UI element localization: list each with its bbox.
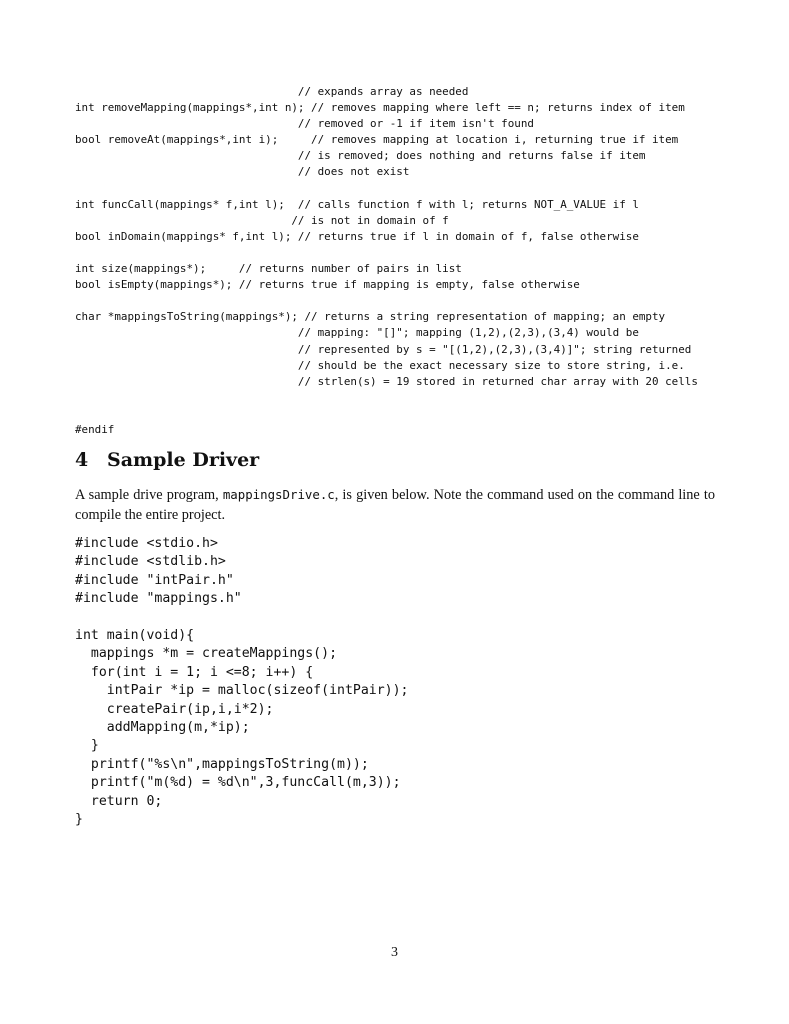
code-line: char *mappingsToString(mappings*); // returns a string representation of mapping; an empty (75, 310, 666, 324)
code-line: #include <stdlib.h> (75, 554, 226, 570)
code-line: int main(void){ (75, 628, 195, 644)
code-line: // represented by s = "[(1,2),(2,3),(3,4)]"; string returned (75, 342, 692, 356)
code-line: // is removed; does nothing and returns false if item (75, 149, 646, 163)
code-line: #endif (75, 422, 115, 436)
code-line: } (75, 812, 83, 828)
code-line: int size(mappings*); // returns number of pairs in list (75, 262, 462, 276)
code-line: printf("%s\n",mappingsToString(m)); (75, 756, 369, 772)
section-title: Sample Driver (107, 449, 260, 471)
code-line: // is not in domain of f (75, 213, 449, 227)
code-line: for(int i = 1; i <=8; i++) { (75, 664, 314, 680)
code-line: mappings *m = createMappings(); (75, 646, 338, 662)
driver-filename: mappingsDrive.c (222, 487, 335, 502)
code-line: bool inDomain(mappings* f,int l); // returns true if l in domain of f, false otherwise (75, 229, 639, 243)
code-line: // mapping: "[]"; mapping (1,2),(2,3),(3,4) would be (75, 326, 639, 340)
code-line: createPair(ip,i,i*2); (75, 701, 274, 717)
code-line: #include "mappings.h" (75, 591, 242, 607)
section-number: 4 (75, 449, 89, 471)
code-line: } (75, 738, 99, 754)
code-line: intPair *ip = malloc(sizeof(intPair)); (75, 683, 409, 699)
code-line: int funcCall(mappings* f,int l); // calls function f with l; returns NOT_A_VALUE if l (75, 197, 639, 211)
code-line: return 0; (75, 793, 163, 809)
driver-code-block (75, 535, 408, 830)
intro-text-part1: A sample drive program, (75, 487, 223, 503)
code-line: int removeMapping(mappings*,int n); // removes mapping where left == n; returns index of item (75, 101, 685, 115)
header-code-block (75, 84, 698, 438)
code-line: bool removeAt(mappings*,int i); // removes mapping at location i, returning true if item (75, 133, 679, 147)
intro-paragraph (75, 485, 715, 525)
page-number: 3 (391, 945, 398, 960)
code-line: printf("m(%d) = %d\n",3,funcCall(m,3)); (75, 775, 401, 791)
code-line: // should be the exact necessary size to store string, i.e. (75, 358, 685, 372)
code-line: // removed or -1 if item isn't found (75, 117, 534, 131)
code-line: #include <stdio.h> (75, 536, 218, 551)
code-line: // strlen(s) = 19 stored in returned char array with 20 cells (75, 374, 698, 388)
code-line: #include "intPair.h" (75, 572, 234, 588)
section-heading (75, 449, 259, 471)
code-line: // does not exist (75, 165, 410, 179)
code-line: // expands array as needed (75, 85, 469, 98)
intro-text-part2: , is given below. Note the command used on the command line to compile the entire project. (75, 487, 716, 523)
code-line: addMapping(m,*ip); (75, 720, 250, 736)
code-line: bool isEmpty(mappings*); // returns true if mapping is empty, false otherwise (75, 278, 580, 292)
